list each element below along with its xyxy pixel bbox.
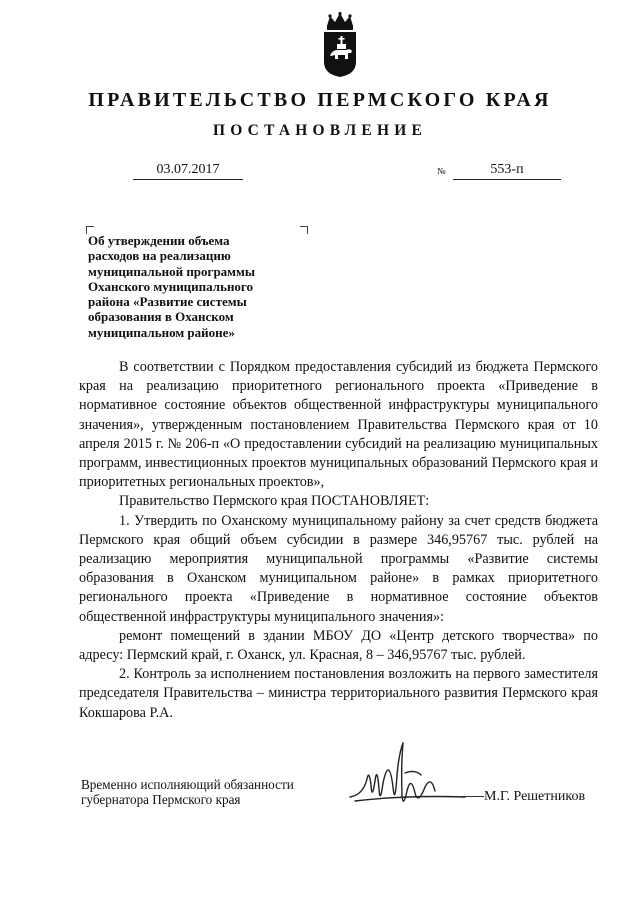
document-body	[79, 358, 598, 723]
document-number: 553-п	[453, 161, 561, 180]
preamble-paragraph: В соответствии с Порядком предоставления субсидий из бюджета Пермского края на реализацию приоритетного регионального проекта «Приведение в нормативное состояние объектов общественной инфраструктуры муниципального значения», утвержденным постановлением Правительства Пермского края от 10 апреля 2015 г. № 206-п «О предоставлении субсидий на реализацию муниципальных программ, инвестиционных проектов муниципальных образований Пермского края и приоритетных региональных проектов»,	[79, 359, 598, 491]
clause-1: 1. Утвердить по Оханскому муниципальному району за счет средств бюджета Пермского края общий объем субсидии в размере 346,95767 тыс. рублей на реализацию мероприятия муниципальной программы «Развитие системы образования в Оханском муниципальном районе» в рамках приоритетного регионального проекта «Приведение в нормативное состояние объектов общественной инфраструктуры муниципального значения»:	[79, 512, 598, 625]
signature-line	[462, 796, 484, 797]
clause-2: 2. Контроль за исполнением постановления возложить на первого заместителя председателя Правительства – министра территориального развития Пермского края Кокшарова Р.А.	[79, 666, 598, 721]
signer-name: М.Г. Решетников	[484, 789, 586, 804]
subject-line: Об утверждении объема	[88, 233, 230, 248]
signer-position-line: губернатора Пермского края	[81, 791, 241, 807]
document-subject	[88, 233, 318, 340]
handwritten-signature-icon	[345, 735, 475, 825]
signer-position	[81, 778, 294, 807]
subject-line: района «Развитие системы	[88, 294, 247, 310]
document-date: 03.07.2017	[133, 161, 243, 180]
subject-line: муниципальном районе»	[88, 324, 235, 340]
resolution-statement: Правительство Пермского края ПОСТАНОВЛЯЕТ:	[119, 493, 430, 510]
subject-line: муниципальной программы	[88, 263, 256, 279]
subject-line: образования в Оханском	[88, 309, 234, 325]
subject-line: Оханского муниципального	[88, 278, 254, 294]
government-title: ПРАВИТЕЛЬСТВО ПЕРМСКОГО КРАЯ	[88, 89, 552, 111]
document-type: ПОСТАНОВЛЕНИЕ	[212, 122, 428, 139]
number-label: №	[437, 166, 446, 176]
clause-1-item: ремонт помещений в здании МБОУ ДО «Центр детского творчества» по адресу: Пермский край, г. Оханск, ул. Красная, 8 – 346,95767 тыс. рублей.	[79, 627, 598, 664]
subject-line: расходов на реализацию	[88, 248, 231, 264]
coat-of-arms-icon	[318, 12, 362, 78]
signer-position-line: Временно исполняющий обязанности	[81, 777, 294, 792]
